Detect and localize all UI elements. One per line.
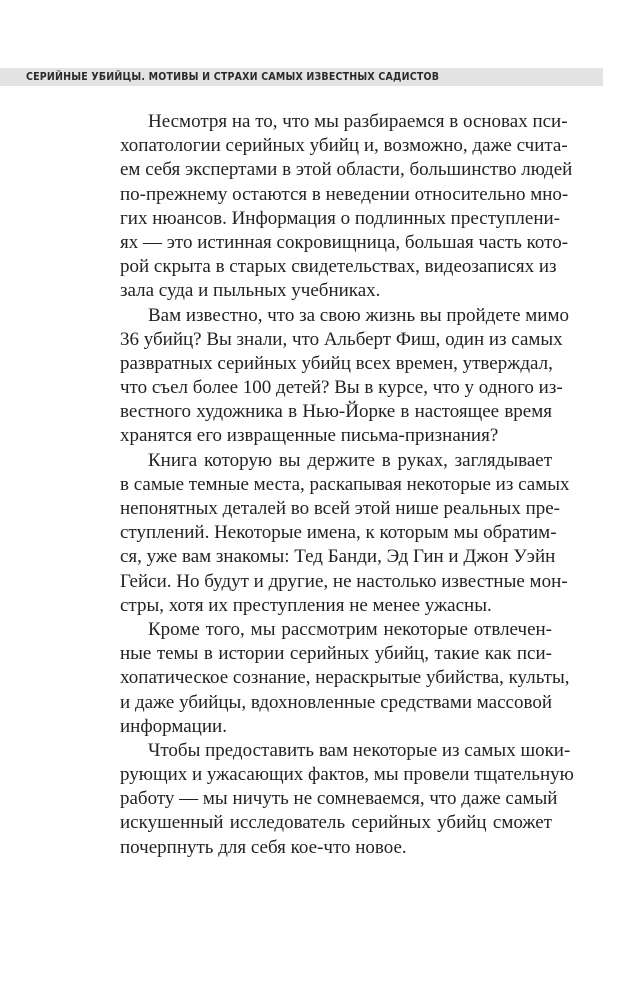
text-line: гих нюансов. Информация о подлинных преступлени- [120,207,560,229]
text-line: в самые темные места, раскапывая некоторые из самых [120,473,570,495]
text-line: по-прежнему остаются в неведении относительно мно- [120,183,569,205]
text-line: Книга которую вы держите в руках, заглядывает [148,449,552,471]
text-line: рующих и ужасающих фактов, мы провели тщательную [120,764,574,786]
text-line: Чтобы предоставить вам некоторые из самых шоки- [148,739,571,761]
text-line: Кроме того, мы рассмотрим некоторые отвлечен- [148,618,552,640]
paragraph [120,739,574,860]
paragraph [120,110,573,304]
paragraph [120,618,570,739]
text-line: Гейси. Но будут и другие, не настолько известные мон- [120,570,568,592]
text-line: искушенный исследователь серийных убийц сможет [120,812,552,834]
running-header-title: СЕРИЙНЫЕ УБИЙЦЫ. МОТИВЫ И СТРАХИ САМЫХ ИЗВЕСТНЫХ САДИСТОВ [26,71,440,83]
text-line: стры, хотя их преступления не менее ужасны. [120,594,492,616]
text-line: непонятных деталей во всей этой нише реальных пре- [120,498,560,519]
text-line: информации. [120,715,227,737]
paragraph [120,304,569,449]
running-header [0,68,603,86]
text-line: ные темы в истории серийных убийц, такие как пси- [120,643,552,665]
paragraph [120,449,570,618]
text-line: и даже убийцы, вдохновленные средствами массовой [120,691,552,713]
text-line: хопатическое сознание, нераскрытые убийства, культы, [120,667,570,689]
text-line: рой скрыта в старых свидетельствах, видеозаписях из [120,256,557,278]
text-line: хранятся его извращенные письма-признания? [120,425,499,447]
text-line: Вам известно, что за свою жизнь вы пройдете мимо [148,304,569,326]
text-line: ем себя экспертами в этой области, большинство людей [120,159,573,181]
text-line: ступлений. Некоторые имена, к которым мы обратим- [120,522,557,544]
body-text [120,110,574,860]
text-line: ся, уже вам знакомы: Тед Банди, Эд Гин и Джон Уэйн [120,546,556,568]
text-line: хопатологии серийных убийц и, возможно, даже счита- [120,135,568,157]
text-line: вестного художника в Нью-Йорке в настоящее время [120,401,552,423]
text-line: зала суда и пыльных учебниках. [120,280,381,302]
text-line: 36 убийц? Вы знали, что Альберт Фиш, один из самых [120,328,563,350]
text-line: Несмотря на то, что мы разбираемся в основах пси- [148,111,568,132]
text-line: работу — мы ничуть не сомневаемся, что даже самый [120,788,558,810]
text-line: что съел более 100 детей? Вы в курсе, что у одного из- [120,377,563,399]
text-line: почерпнуть для себя кое-что новое. [120,836,407,858]
text-line: ях — это истинная сокровищница, большая часть кото- [120,231,569,253]
text-line: развратных серийных убийц всех времен, утверждал, [120,352,553,374]
